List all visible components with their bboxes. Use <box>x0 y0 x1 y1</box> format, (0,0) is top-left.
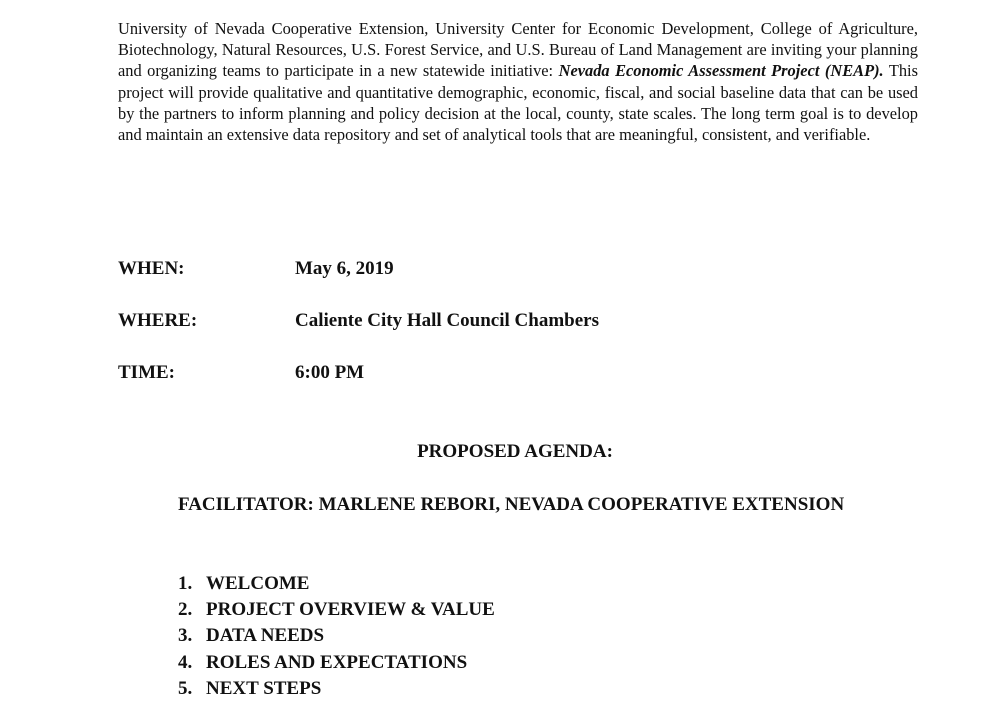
intro-paragraph <box>118 18 918 145</box>
time-value: 6:00 PM <box>295 362 365 383</box>
agenda-item-project-overview <box>178 597 495 623</box>
where-value: Caliente City Hall Council Chambers <box>295 310 599 331</box>
agenda-item-number: 2. <box>178 599 193 621</box>
agenda-item-roles <box>178 650 495 676</box>
when-value: May 6, 2019 <box>295 258 394 279</box>
when-label: WHEN: <box>118 258 185 279</box>
agenda-item-number: 3. <box>178 625 193 647</box>
agenda-item-label: WELCOME <box>206 573 310 594</box>
agenda-list <box>178 571 495 702</box>
agenda-item-label: PROJECT OVERVIEW & VALUE <box>206 599 495 621</box>
intro-text-before: University of Nevada Cooperative Extension, University Center for Economic Development, College of Agriculture, Biotechnology, Natural Resources, U.S. Forest Service, and U.S. Bureau of Land Management are inviting your planning and organizing teams to participate in a new statewide initiative: <box>118 19 918 81</box>
agenda-item-number: 5. <box>178 677 193 699</box>
agenda-item-number: 4. <box>178 651 193 673</box>
intro-text-after: This project will provide qualitative and quantitative demographic, economic, fiscal, and social baseline data that can be used by the partners to inform planning and policy decision at the local, county, state scales. The long term goal is to develop and maintain an extensive data repository and set of analytical tools that are meaningful, consistent, and verifiable. <box>118 61 918 145</box>
agenda-item-data-needs <box>178 623 495 649</box>
agenda-item-label: ROLES AND EXPECTATIONS <box>206 651 468 673</box>
agenda-item-welcome <box>178 571 495 597</box>
agenda-item-next-steps <box>178 676 495 702</box>
agenda-title: PROPOSED AGENDA: <box>417 441 613 462</box>
where-label: WHERE: <box>118 310 198 331</box>
time-label: TIME: <box>118 362 175 383</box>
agenda-item-label: DATA NEEDS <box>206 625 325 647</box>
agenda-item-number: 1. <box>178 573 193 594</box>
project-name: Nevada Economic Assessment Project (NEAP). <box>558 61 884 81</box>
facilitator-line: FACILITATOR: MARLENE REBORI, NEVADA COOPERATIVE EXTENSION <box>178 494 845 515</box>
agenda-item-label: NEXT STEPS <box>206 677 322 699</box>
